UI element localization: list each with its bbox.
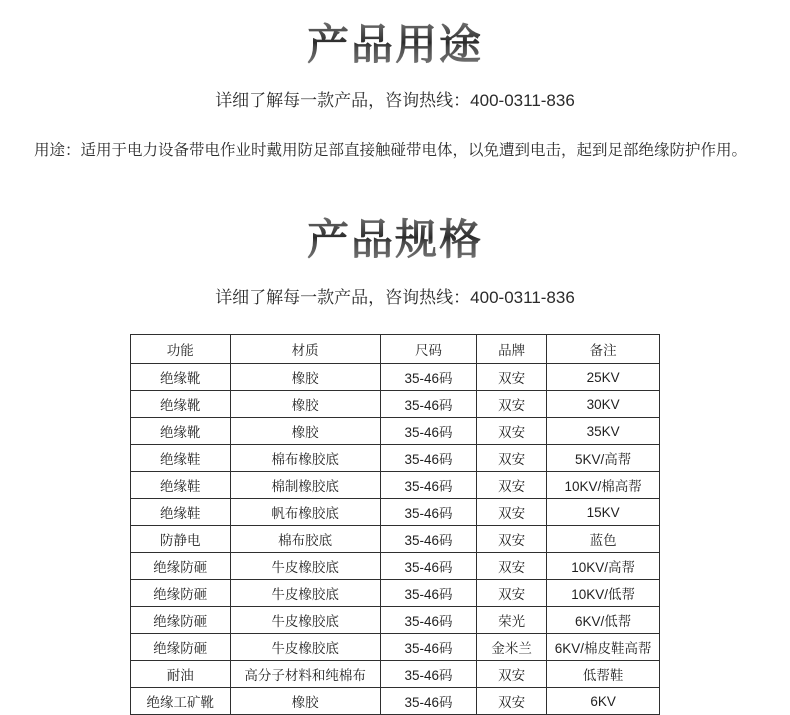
usage-section-title: 产品用途: [0, 22, 790, 68]
table-cell: 35-46码: [380, 445, 476, 472]
table-cell: 绝缘防砸: [131, 553, 231, 580]
table-header-cell: 功能: [131, 335, 231, 364]
table-cell: 10KV/高帮: [547, 553, 660, 580]
table-row: [131, 499, 660, 526]
table-cell: 双安: [477, 472, 547, 499]
usage-hotline: 详细了解每一款产品，咨询热线：400-0311-836: [215, 91, 575, 111]
table-row: [131, 472, 660, 499]
table-cell: 6KV/棉皮鞋高帮: [547, 634, 660, 661]
spec-section-title: 产品规格: [0, 217, 790, 263]
table-header-cell: 备注: [547, 335, 660, 364]
table-cell: 绝缘鞋: [131, 499, 231, 526]
table-cell: 橡胶: [230, 391, 380, 418]
table-cell: 绝缘防砸: [131, 634, 231, 661]
table-cell: 绝缘靴: [131, 391, 231, 418]
table-cell: 绝缘防砸: [131, 580, 231, 607]
table-cell: 双安: [477, 580, 547, 607]
table-cell: 绝缘靴: [131, 418, 231, 445]
table-cell: 棉布胶底: [230, 526, 380, 553]
table-cell: 10KV/棉高帮: [547, 472, 660, 499]
table-cell: 35-46码: [380, 661, 476, 688]
table-row: [131, 418, 660, 445]
table-cell: 双安: [477, 391, 547, 418]
table-cell: 棉制橡胶底: [230, 472, 380, 499]
table-cell: 牛皮橡胶底: [230, 580, 380, 607]
table-cell: 绝缘鞋: [131, 445, 231, 472]
table-cell: 35-46码: [380, 607, 476, 634]
table-header-cell: 尺码: [380, 335, 476, 364]
table-cell: 橡胶: [230, 688, 380, 715]
table-cell: 35-46码: [380, 391, 476, 418]
table-cell: 双安: [477, 445, 547, 472]
table-header-cell: 材质: [230, 335, 380, 364]
table-cell: 6KV: [547, 688, 660, 715]
table-cell: 高分子材料和纯棉布: [230, 661, 380, 688]
table-cell: 35-46码: [380, 418, 476, 445]
table-cell: 35-46码: [380, 580, 476, 607]
table-row: [131, 445, 660, 472]
spec-table: [130, 334, 660, 715]
table-row: [131, 607, 660, 634]
table-cell: 35KV: [547, 418, 660, 445]
table-row: [131, 634, 660, 661]
table-cell: 35-46码: [380, 634, 476, 661]
table-cell: 35-46码: [380, 688, 476, 715]
usage-section: [0, 0, 790, 165]
table-cell: 30KV: [547, 391, 660, 418]
table-cell: 双安: [477, 688, 547, 715]
table-cell: 35-46码: [380, 553, 476, 580]
table-cell: 绝缘防砸: [131, 607, 231, 634]
table-cell: 蓝色: [547, 526, 660, 553]
table-cell: 帆布橡胶底: [230, 499, 380, 526]
spec-table-body: [131, 364, 660, 715]
table-cell: 35-46码: [380, 499, 476, 526]
spec-section: [0, 165, 790, 715]
table-cell: 橡胶: [230, 364, 380, 391]
table-header-cell: 品牌: [477, 335, 547, 364]
table-row: [131, 580, 660, 607]
table-row: [131, 553, 660, 580]
table-row: [131, 391, 660, 418]
table-cell: 双安: [477, 661, 547, 688]
table-cell: 防静电: [131, 526, 231, 553]
table-cell: 橡胶: [230, 418, 380, 445]
table-cell: 双安: [477, 553, 547, 580]
table-cell: 绝缘工矿靴: [131, 688, 231, 715]
table-cell: 35-46码: [380, 364, 476, 391]
table-row: [131, 364, 660, 391]
table-cell: 35-46码: [380, 526, 476, 553]
table-cell: 牛皮橡胶底: [230, 553, 380, 580]
table-cell: 荣光: [477, 607, 547, 634]
table-cell: 牛皮橡胶底: [230, 607, 380, 634]
table-row: [131, 526, 660, 553]
spec-hotline: 详细了解每一款产品，咨询热线：400-0311-836: [215, 288, 575, 308]
table-cell: 双安: [477, 499, 547, 526]
table-cell: 25KV: [547, 364, 660, 391]
table-cell: 15KV: [547, 499, 660, 526]
table-cell: 双安: [477, 418, 547, 445]
table-cell: 牛皮橡胶底: [230, 634, 380, 661]
table-header-row: [131, 335, 660, 364]
table-cell: 绝缘靴: [131, 364, 231, 391]
spec-table-wrapper: [0, 334, 790, 715]
table-cell: 双安: [477, 526, 547, 553]
table-cell: 双安: [477, 364, 547, 391]
table-cell: 耐油: [131, 661, 231, 688]
table-cell: 棉布橡胶底: [230, 445, 380, 472]
table-row: [131, 688, 660, 715]
table-cell: 绝缘鞋: [131, 472, 231, 499]
table-cell: 金米兰: [477, 634, 547, 661]
table-cell: 10KV/低帮: [547, 580, 660, 607]
usage-body-text: 用途：适用于电力设备带电作业时戴用防足部直接触碰带电体，以免遭到电击，起到足部绝缘防护作用。: [34, 142, 748, 160]
table-cell: 6KV/低帮: [547, 607, 660, 634]
table-cell: 低帮鞋: [547, 661, 660, 688]
table-cell: 35-46码: [380, 472, 476, 499]
table-cell: 5KV/高帮: [547, 445, 660, 472]
